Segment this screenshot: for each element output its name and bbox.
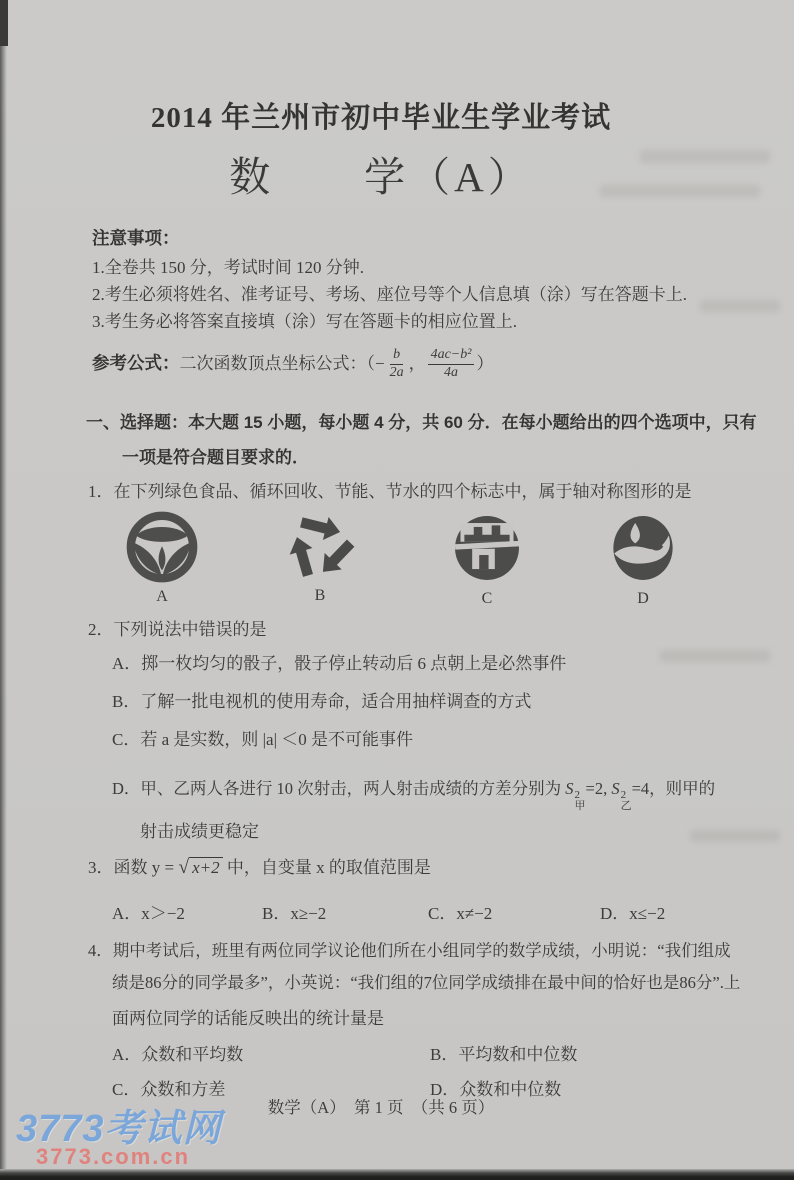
notice-item-2: 2.考生必须将姓名、准考证号、考场、座位号等个人信息填（涂）写在答题卡上. [92, 285, 687, 304]
q3-option-a: A．x＞−2 [112, 904, 185, 923]
formula-fraction-2: $\frac{\text{4ac−b²}}{4a}$ [428, 347, 475, 380]
formula-fraction-1: $\frac{b}{2a}$ [389, 347, 404, 380]
q4-option-d: D．众数和中位数 [430, 1080, 562, 1099]
q1-option-b-logo-group [278, 510, 362, 605]
question-4-line2: 绩是86分的同学最多”，小英说：“我们组的7位同学成绩排在最中间的恰好也是86分”.上 [112, 973, 741, 992]
exam-subject-title: 数 学（A） [229, 154, 533, 200]
scan-left-edge-dark-cap [0, 0, 8, 46]
section1-heading-line2: 一项是符合题目要求的． [122, 448, 309, 467]
q1-option-a-label: A [156, 588, 168, 605]
q1-option-a-logo-group [120, 509, 204, 606]
q2-option-d-line2: 射击成绩更稳定 [140, 822, 259, 841]
q3-option-d: D．x≤−2 [600, 904, 666, 923]
q4-option-a: A．众数和平均数 [112, 1045, 244, 1064]
energy-saving-logo-icon [448, 509, 526, 587]
notice-item-3: 3.考生务必将答案直接填（涂）写在答题卡的相应位置上. [92, 312, 517, 331]
notice-heading: 注意事项： [92, 228, 180, 248]
reference-formula-line [92, 342, 493, 386]
question-1-text: 1．在下列绿色食品、循环回收、节能、节水的四个标志中，属于轴对称图形的是 [88, 482, 692, 501]
exam-title: 2014 年兰州市初中毕业生学业考试 [150, 102, 612, 134]
q1-option-d-label: D [637, 590, 649, 607]
variance-s-jia: S 2 甲 [565, 779, 586, 812]
formula-comma: ， [408, 354, 426, 374]
q2-option-d-line1: D．甲、乙两人各进行 10 次射击，两人射击成绩的方差分别为 S 2 甲 =2, S 2 乙 =4，则甲的 [112, 779, 716, 812]
q1-option-c-logo-group [445, 509, 529, 608]
formula-close-paren: ） [476, 354, 494, 374]
question-2-text: 2．下列说法中错误的是 [88, 620, 267, 639]
variance-s-yi: S 2 乙 [611, 779, 632, 812]
page-footer: 数学（A） 第 1 页 （共 6 页） [267, 1098, 495, 1117]
water-saving-logo-icon [604, 509, 682, 587]
scan-bottom-edge [0, 1169, 794, 1180]
watermark-site-url: 3773.com.cn [36, 1144, 191, 1169]
bleed-through-artifact [690, 830, 780, 842]
bleed-through-artifact [700, 300, 780, 312]
question-4-line3: 面两位同学的话能反映出的统计量是 [112, 1009, 384, 1028]
q2-option-a: A．掷一枚均匀的骰子，骰子停止转动后 6 点朝上是必然事件 [112, 654, 567, 673]
q4-option-c: C．众数和方差 [112, 1080, 226, 1099]
q1-option-c-label: C [481, 590, 493, 607]
question-3-text: 3．函数 y = √ x+2 中，自变量 x 的取值范围是 [88, 857, 431, 878]
q4-option-b: B．平均数和中位数 [430, 1045, 578, 1064]
radicand: x+2 [189, 857, 223, 877]
q3-option-c: C．x≠−2 [428, 904, 493, 923]
formula-label: 参考公式： [92, 353, 180, 374]
q3-option-b: B．x≥−2 [262, 904, 327, 923]
green-food-logo-icon [124, 509, 200, 585]
formula-lead: 二次函数顶点坐标公式：（ [179, 354, 375, 374]
question-4-line1: 4．期中考试后，班里有两位同学议论他们所在小组同学的数学成绩，小明说：“我们组成 [88, 941, 731, 960]
bleed-through-artifact [660, 650, 770, 662]
q1-option-d-logo-group [601, 509, 685, 608]
q2-option-c: C．若 a 是实数，则 |a| ＜0 是不可能事件 [112, 730, 413, 749]
radical-sign: √ [178, 857, 190, 878]
recycling-logo-icon [283, 510, 357, 584]
formula-minus: − [375, 354, 385, 374]
section1-heading-line1: 一、选择题：本大题 15 小题，每小题 4 分，共 60 分．在每小题给出的四个选项中，只有 [86, 413, 757, 432]
q1-option-b-label: B [314, 587, 326, 604]
notice-item-1: 1.全卷共 150 分，考试时间 120 分钟. [92, 258, 364, 277]
watermark-site-name: 3773考试网 [16, 1108, 222, 1150]
q2-option-b: B．了解一批电视机的使用寿命，适合用抽样调查的方式 [112, 692, 532, 711]
